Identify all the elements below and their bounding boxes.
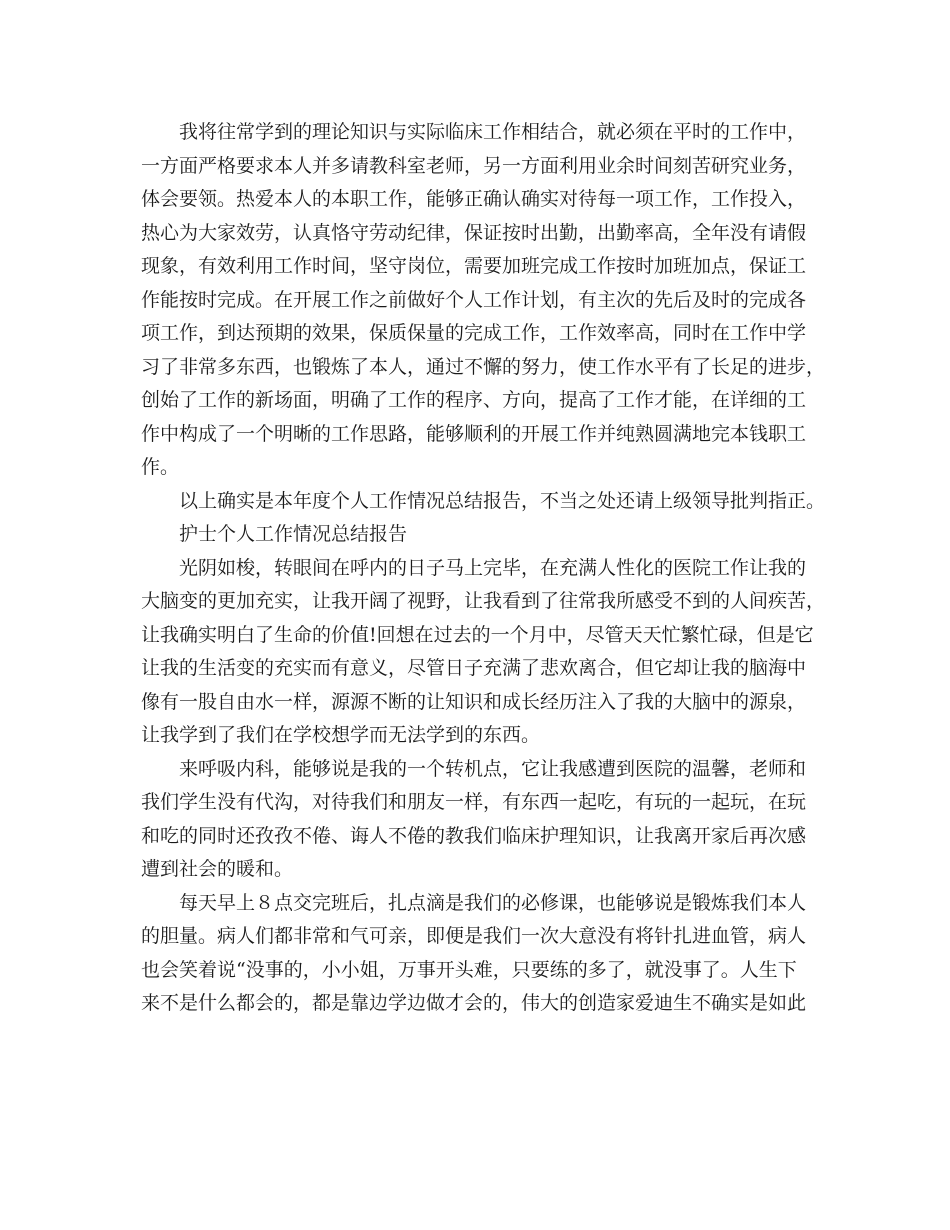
text-line: 一方面严格要求本人并多请教科室老师，另一方面利用业余时间刻苦研究业务， (141, 154, 807, 177)
text-line: 像有一股自由水一样，源源不断的让知识和成长经历注入了我的大脑中的源泉， (141, 690, 807, 713)
paragraph-closing-remark (141, 485, 826, 519)
text-line: 和吃的同时还孜孜不倦、诲人不倦的教我们临床护理知识，让我离开家后再次感 (141, 824, 807, 847)
text-line: 每天早上８点交完班后，扎点滴是我们的必修课，也能够说是锻炼我们本人 (179, 891, 807, 914)
text-line: 创始了工作的新场面，明确了工作的程序、方向，提高了工作才能，在详细的工 (141, 389, 807, 411)
text-line: 作能按时完成。在开展工作之前做好个人工作计划，有主次的先后及时的完成各 (141, 288, 807, 311)
text-line: 作中构成了一个明晰的工作思路，能够顺利的开展工作并纯熟圆满地完本钱职工 (141, 422, 807, 445)
paragraph-work-attitude (141, 116, 826, 485)
text-line: 热心为大家效劳，认真恪守劳动纪律，保证按时出勤，出勤率高，全年没有请假 (141, 221, 807, 244)
paragraph-time-flies (141, 552, 826, 753)
text-line: 让我学到了我们在学校想学而无法学到的东西。 (141, 724, 541, 746)
document-body (141, 116, 826, 1021)
text-line: 我将往常学到的理论知识与实际临床工作相结合，就必须在平时的工作中， (179, 121, 807, 143)
text-line: 大脑变的更加充实，让我开阔了视野，让我看到了往常我所感受不到的人间疾苦， (141, 590, 826, 612)
text-line: 来不是什么都会的，都是靠边学边做才会的，伟大的创造家爱迪生不确实是如此 (141, 992, 807, 1014)
text-line: 的胆量。病人们都非常和气可亲，即便是我们一次大意没有将针扎进血管，病人 (141, 925, 807, 947)
text-line: 习了非常多东西，也锻炼了本人，通过不懈的努力，使工作水平有了长足的进步， (141, 355, 826, 378)
text-line: 项工作，到达预期的效果，保质保量的完成工作，工作效率高，同时在工作中学 (141, 322, 807, 344)
text-line: 现象，有效利用工作时间，坚守岗位，需要加班完成工作按时加班加点，保证工 (141, 255, 807, 277)
text-line: 遭到社会的暖和。 (141, 858, 294, 880)
text-line: 来呼吸内科，能够说是我的一个转机点，它让我感遭到医院的温馨，老师和 (179, 757, 807, 780)
text-line: 让我的生活变的充实而有意义，尽管日子充满了悲欢离合，但它却让我的脑海中 (141, 657, 807, 679)
text-line: 让我确实明白了生命的价值!回想在过去的一个月中，尽管天天忙繁忙碌，但是它 (141, 623, 814, 646)
text-line: 体会要领。热爱本人的本职工作，能够正确认确实对待每一项工作，工作投入， (141, 188, 807, 210)
text-line: 也会笑着说“没事的，小小姐，万事开头难，只要练的多了，就没事了。人生下 (141, 958, 797, 981)
text-line: 光阴如梭，转眼间在呼内的日子马上完毕，在充满人性化的医院工作让我的 (179, 556, 807, 579)
section-heading (141, 518, 815, 552)
paragraph-daily-routine (141, 887, 815, 1021)
paragraph-respiratory-dept (141, 753, 815, 887)
section-title: 护士个人工作情况总结报告 (179, 523, 408, 545)
text-line: 我们学生没有代沟，对待我们和朋友一样，有东西一起吃，有玩的一起玩，在玩 (141, 791, 807, 813)
text-line: 以上确实是本年度个人工作情况总结报告，不当之处还请上级领导批判指正。 (179, 489, 826, 512)
text-line: 作。 (141, 456, 180, 478)
